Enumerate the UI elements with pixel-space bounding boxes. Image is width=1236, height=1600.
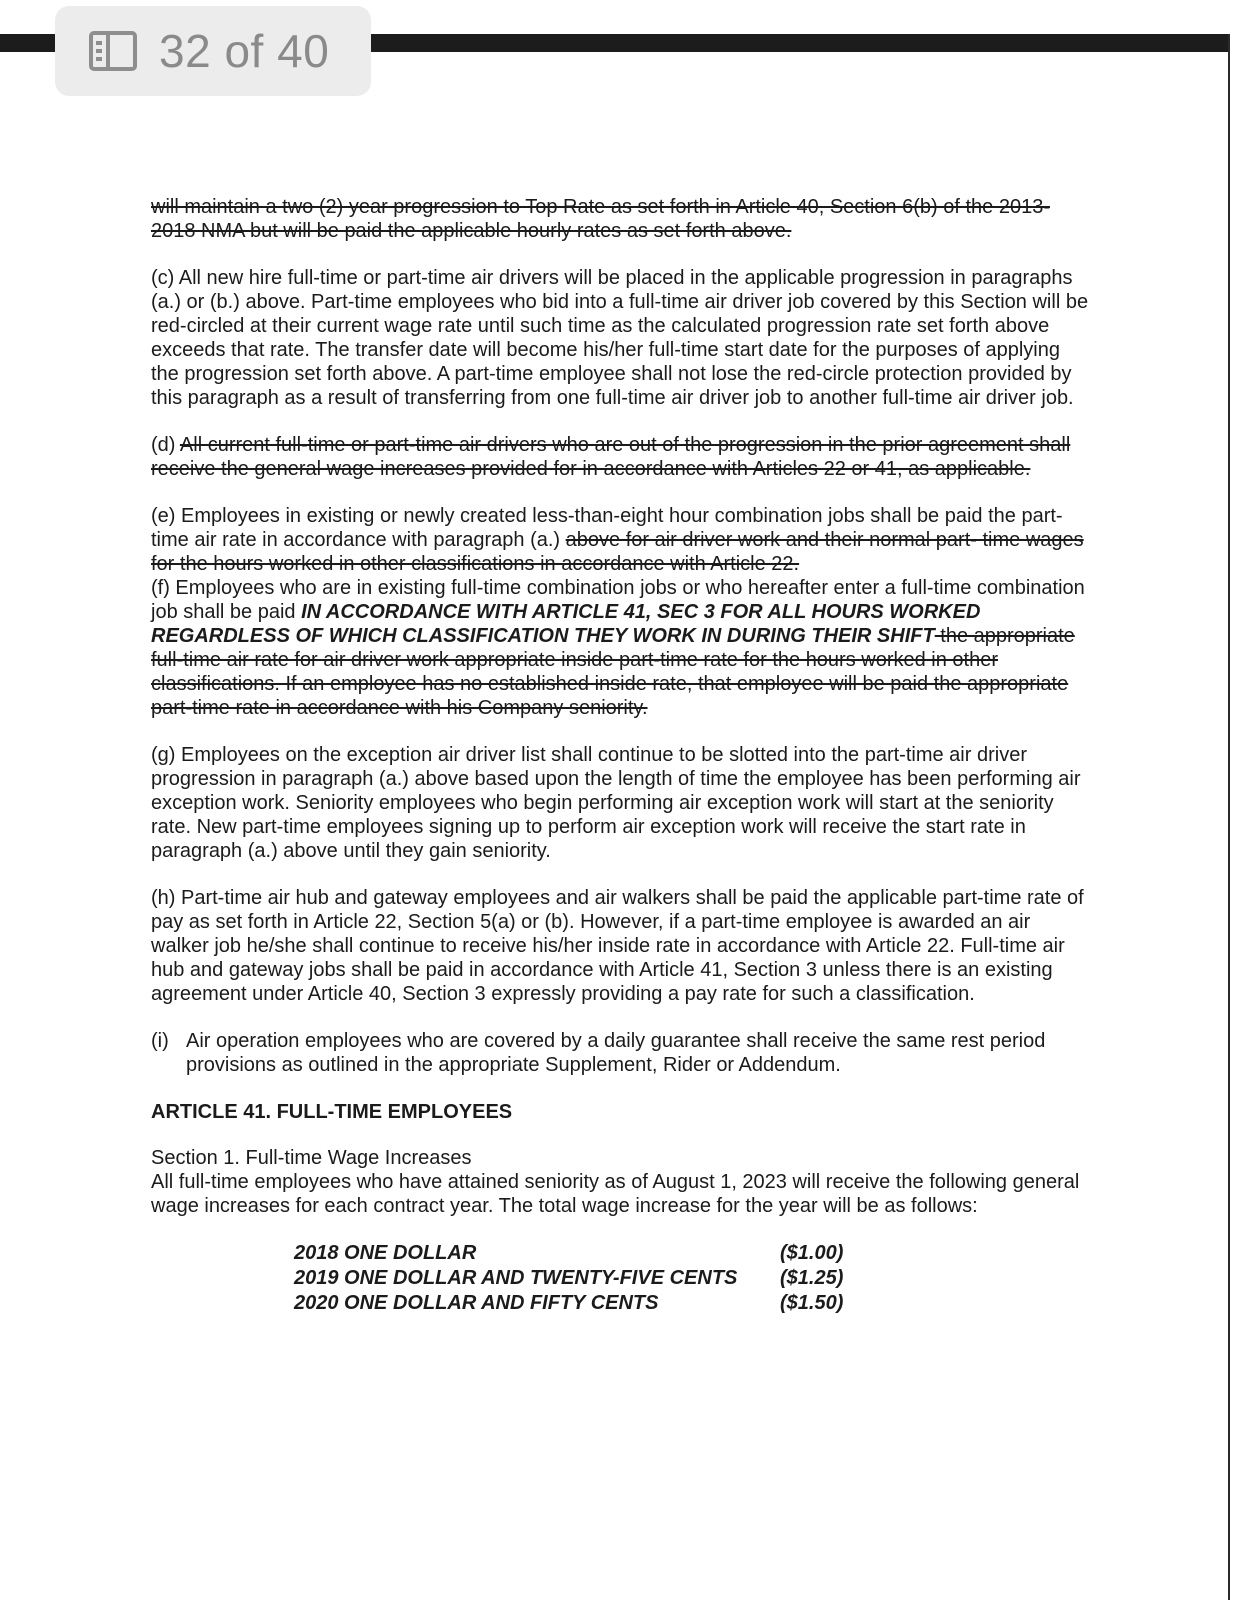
wage-label: 2020 ONE DOLLAR AND FIFTY CENTS xyxy=(294,1292,659,1314)
page-total: 40 xyxy=(277,25,330,77)
intro-struck-text xyxy=(151,195,1091,243)
document-page xyxy=(151,195,1091,1316)
paragraph-i xyxy=(151,1029,1091,1077)
section-body: All full-time employees who have attained seniority as of August 1, 2023 will receive the following general wage increases for each contract year. The total wage increase for the year will be as follows: xyxy=(151,1171,1080,1217)
paragraph-f-struck: the appropriate full-time air rate for air driver work appropriate inside part-time rate for the hours worked in other classifications. If an employee has no established inside rate, that employee will be paid the appropriate part-time rate in accordance with his Company seniority. xyxy=(151,625,1075,719)
article-heading: ARTICLE 41. FULL-TIME EMPLOYEES xyxy=(151,1101,513,1123)
page-of: of xyxy=(224,25,264,77)
paragraph-d-prefix: (d) xyxy=(151,434,180,456)
page-counter xyxy=(159,24,329,78)
page-layout-icon xyxy=(89,31,137,71)
page-current: 32 xyxy=(159,25,212,77)
paragraph-c: (c) All new hire full-time or part-time air drivers will be placed in the applicable progression in paragraphs (a.) or (b.) above. Part-time employees who bid into a full-time air driver job covered by this Section will be red-circled at their current wage rate until such time as the calculated progression rate set forth above exceeds that rate. The transfer date will become his/her full-time start date for the purposes of applying the progression set forth above. A part-time employee shall not lose the red-circle protection provided by this paragraph as a result of transferring from one full-time air driver job to another full-time air driver job. xyxy=(151,267,1089,409)
table-row xyxy=(294,1241,864,1266)
paragraph-h: (h) Part-time air hub and gateway employees and air walkers shall be paid the applicable part-time rate of pay as set forth in Article 22, Section 5(a) or (b). However, if a part-time employee is awarded an air walker job he/she shall continue to receive his/her inside rate in accordance with Article 22. Full-time air hub and gateway jobs shall be paid in accordance with Article 41, Section 3 unless there is an existing agreement under Article 40, Section 3 expressly providing a pay rate for such a classification. xyxy=(151,887,1084,1005)
paragraph-d-struck: All current full-time or part-time air drivers who are out of the progression in the prior agreement shall receive the general wage increases provided for in accordance with Articles 22 or 41, as applicable. xyxy=(151,434,1071,480)
wage-increase-table xyxy=(294,1241,864,1316)
paragraph-d xyxy=(151,433,1091,481)
paragraph-e-text: (e) Employees in existing or newly created less-than-eight hour combination jobs shall be paid the part-time air rate in accordance with paragraph (a.) xyxy=(151,505,1063,551)
struck-text: will maintain a two (2) year progression to Top Rate as set forth in Article 40, Section 6(b) of the 2013-2018 NMA but will be paid the applicable hourly rates as set forth above. xyxy=(151,196,1050,242)
paragraph-f xyxy=(151,576,1091,720)
paragraph-i-text: Air operation employees who are covered by a daily guarantee shall receive the same rest period provisions as outlined in the appropriate Supplement, Rider or Addendum. xyxy=(186,1030,1046,1076)
paragraph-g: (g) Employees on the exception air driver list shall continue to be slotted into the part-time air driver progression in paragraph (a.) above based upon the length of time the employee has been performing air exception work. Seniority employees who begin performing air exception work will start at the seniority rate. New part-time employees signing up to perform air exception work will receive the start rate in paragraph (a.) above until they gain seniority. xyxy=(151,744,1081,862)
section-1 xyxy=(151,1146,1091,1218)
wage-label: 2019 ONE DOLLAR AND TWENTY-FIVE CENTS xyxy=(294,1267,738,1289)
table-row xyxy=(294,1291,864,1316)
page-indicator[interactable] xyxy=(55,6,371,96)
paragraph-e xyxy=(151,504,1091,576)
paragraph-f-emphasis: IN ACCORDANCE WITH ARTICLE 41, SEC 3 FOR ALL HOURS WORKED REGARDLESS OF WHICH CLASSIFICATION THEY WORK IN DURING THEIR SHIFT xyxy=(151,601,981,647)
wage-amount: ($1.00) xyxy=(780,1242,844,1264)
section-title: Section 1. Full-time Wage Increases xyxy=(151,1147,472,1169)
table-row xyxy=(294,1266,864,1291)
wage-amount: ($1.50) xyxy=(780,1292,844,1314)
paragraph-f-text: (f) Employees who are in existing full-time combination jobs or who hereafter enter a full-time combination job shall be paid xyxy=(151,577,1085,623)
paragraph-e-struck: above for air driver work and their normal part- time wages for the hours worked in other classifications in accordance with Article 22. xyxy=(151,529,1084,575)
page-edge xyxy=(1228,34,1230,1600)
wage-label: 2018 ONE DOLLAR xyxy=(294,1242,477,1264)
wage-amount: ($1.25) xyxy=(780,1267,844,1289)
paragraph-i-mark: (i) xyxy=(151,1030,169,1052)
